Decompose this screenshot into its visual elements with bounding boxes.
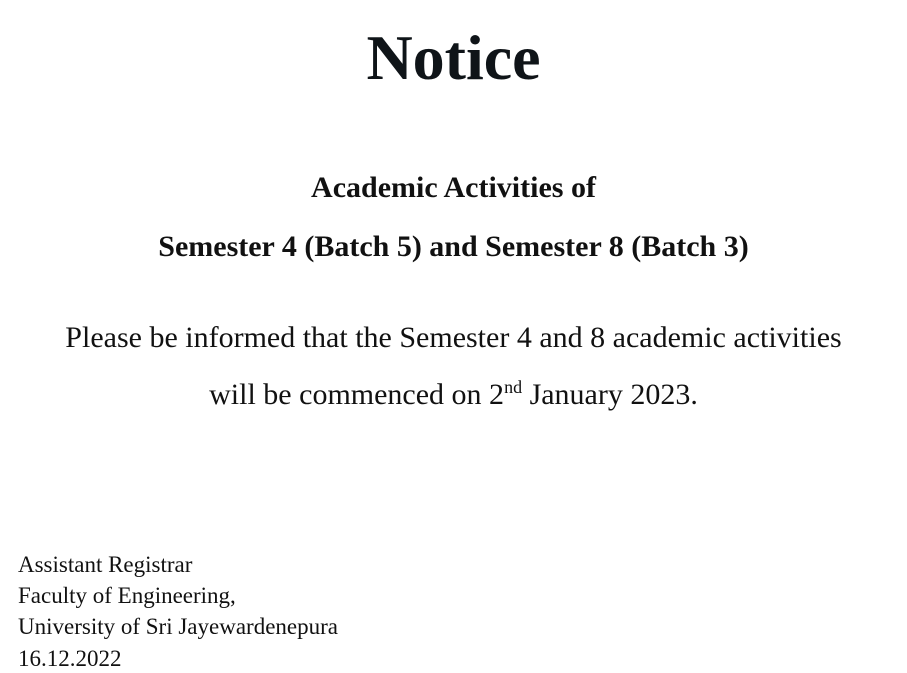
- signature-university: University of Sri Jayewardenepura: [18, 614, 338, 639]
- body-line2-prefix: will be commenced on 2: [209, 378, 505, 411]
- notice-title: Notice: [366, 22, 541, 93]
- signature-role: Assistant Registrar: [18, 552, 193, 577]
- notice-body-line2: [0, 377, 907, 413]
- notice-subtitle-line2: Semester 4 (Batch 5) and Semester 8 (Batch 3): [158, 230, 749, 263]
- notice-subtitle-line1: Academic Activities of: [311, 171, 596, 204]
- signature-date: 16.12.2022: [18, 646, 122, 671]
- ordinal-suffix: nd: [504, 377, 523, 397]
- signature-faculty: Faculty of Engineering,: [18, 583, 236, 608]
- body-line2-suffix: January 2023.: [522, 378, 698, 411]
- notice-body-line1: Please be informed that the Semester 4 and 8 academic activities: [65, 321, 842, 354]
